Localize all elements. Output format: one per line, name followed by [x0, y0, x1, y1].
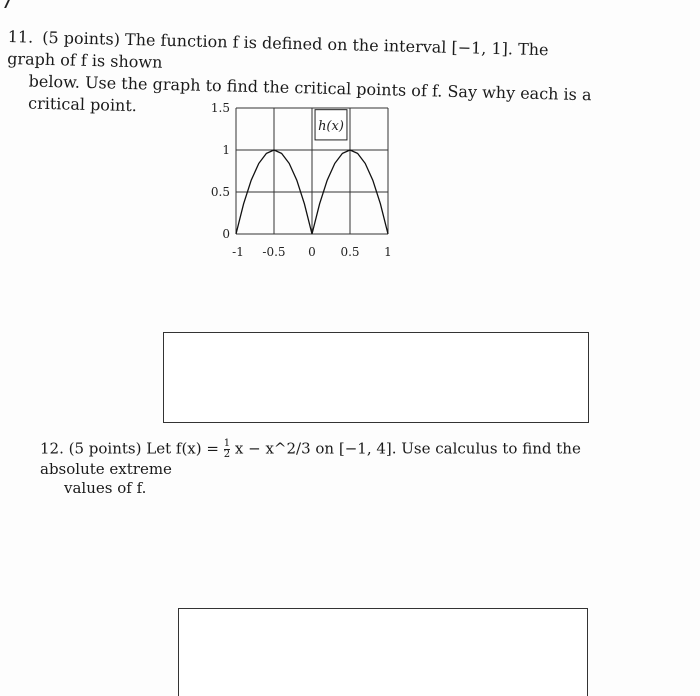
fraction-one-half — [224, 439, 230, 460]
graph-grid — [236, 108, 388, 234]
problem-11-text-line1: The function f is defined on the interval [−1, 1]. The graph of f is shown — [6, 29, 549, 72]
y-tick-label: 1 — [222, 143, 230, 157]
x-tick-label: -1 — [232, 245, 244, 259]
graph-title: h(x) — [318, 118, 344, 134]
graph-h-of-x — [200, 98, 400, 268]
problem-12-points: (5 points) — [68, 439, 142, 458]
problem-12-text-before: Let f(x) = — [146, 439, 219, 458]
answer-box-12[interactable] — [178, 608, 588, 696]
y-tick-label: 0 — [222, 227, 230, 241]
problem-12-number: 12. — [40, 439, 64, 458]
problem-11-text-line2: below. Use the graph to find the critical points of f. Say why each is a critical point. — [27, 71, 592, 116]
x-tick-label: 0 — [308, 245, 316, 259]
problem-12-text-line2: values of f. — [64, 479, 147, 497]
page-corner-mark — [0, 0, 10, 8]
problem-12-text-after: x − x^2/3 on [−1, 4]. Use calculus to find the absolute extreme — [40, 439, 581, 478]
fraction-numerator: 1 — [223, 438, 231, 449]
problem-12 — [40, 439, 600, 498]
y-tick-label: 0.5 — [210, 185, 230, 199]
problem-11-points: (5 points) — [42, 27, 121, 49]
problem-11-number: 11. — [7, 26, 34, 47]
answer-box-11[interactable] — [163, 332, 589, 423]
y-tick-labels — [211, 101, 230, 241]
x-tick-label: 1 — [384, 245, 392, 259]
fraction-denominator: 2 — [223, 449, 231, 460]
x-tick-label: 0.5 — [340, 245, 360, 259]
x-tick-labels — [232, 245, 392, 259]
x-tick-label: -0.5 — [262, 245, 286, 259]
y-tick-label: 1.5 — [210, 101, 230, 115]
